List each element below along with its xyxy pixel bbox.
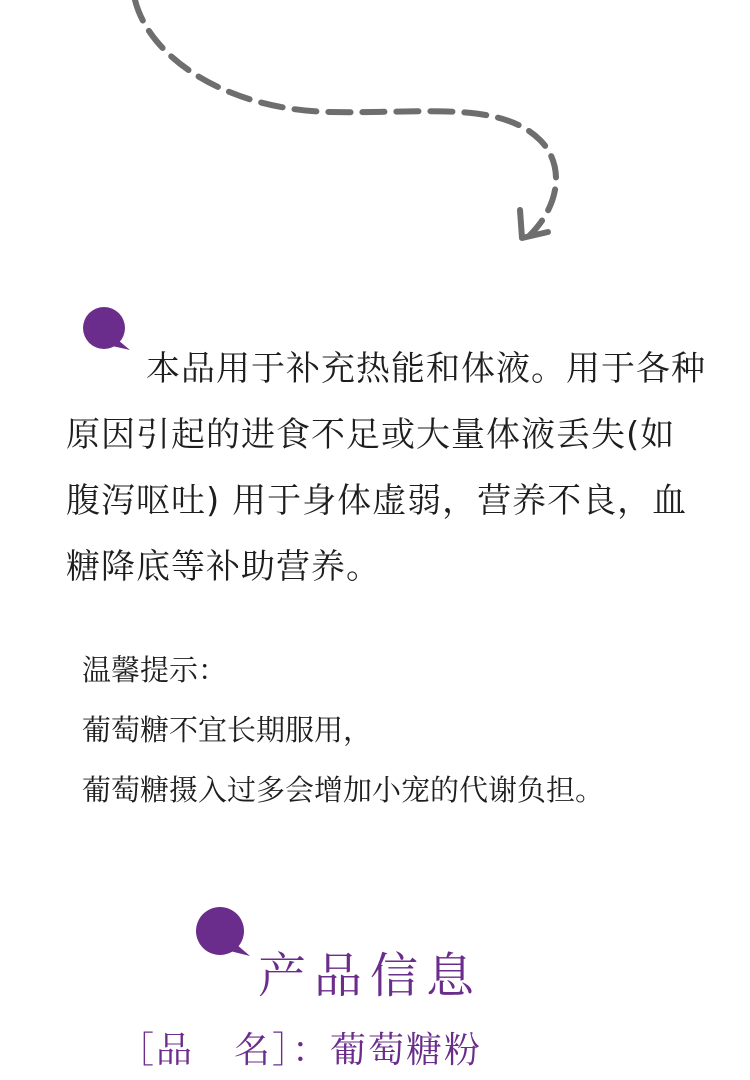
tips-line: 葡萄糖不宜长期服用， [82,713,373,747]
name-label-open: ［品 [118,1030,195,1071]
tips-heading: 温馨提示： [82,653,228,687]
tips-line: 葡萄糖摄入过多会增加小宠的代谢负担。 [82,773,605,807]
section-title: 产品信息 [258,948,483,1004]
speech-bubble-icon [194,906,252,960]
product-description: 本品用于补充热能和体液。用于各种原因引起的进食不足或大量体液丢失(如腹泻呕吐) 用于身体虚弱，营养不良，血糖降底等补助营养。 [66,349,706,587]
dashed-arrow-decoration [0,0,750,270]
tips-section [82,640,722,820]
name-label-close: 名］： [234,1030,331,1071]
product-name-row [118,1022,482,1073]
name-value: 葡萄糖粉 [330,1030,483,1071]
